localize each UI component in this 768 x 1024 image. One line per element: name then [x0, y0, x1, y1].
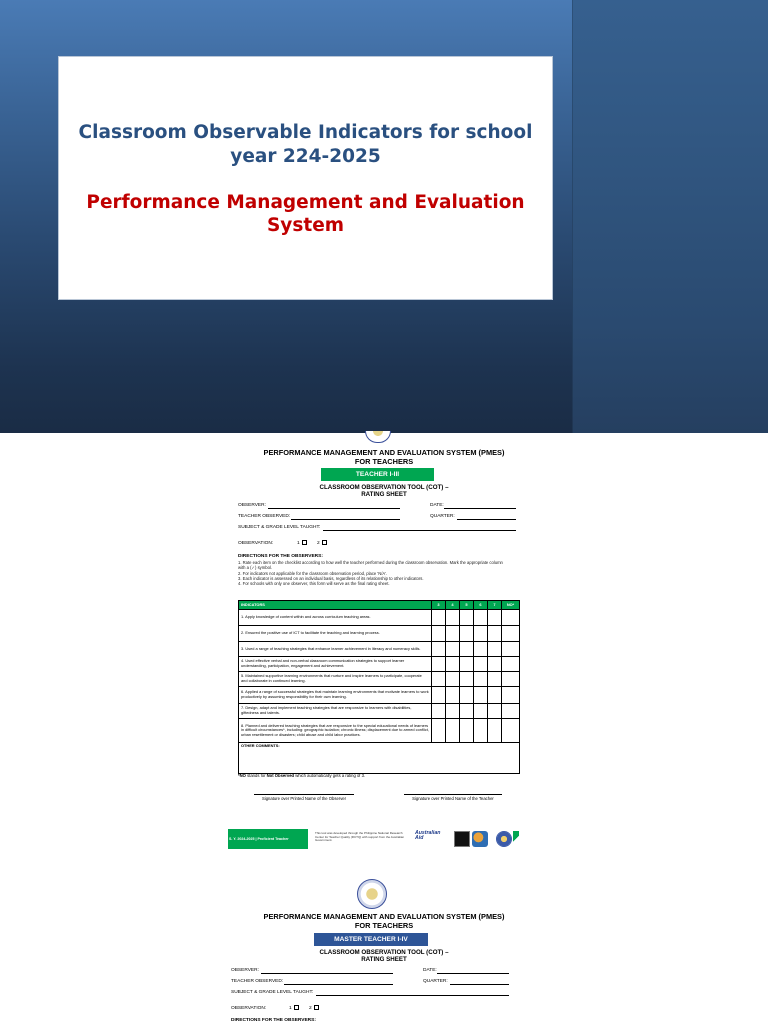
date-label: DATE:: [423, 968, 437, 973]
directions-title: DIRECTIONS FOR THE OBSERVERS:: [231, 1018, 316, 1023]
indicator-cell: 8. Planned and delivered teaching strategies that are responsive to the special educational needs of learners in difficult circumstances*, including: geographic isolation; chronic illness; displacement due to armed conflict, urban resettlement or disasters; child abuse and child labor practices.: [239, 719, 432, 743]
score-cell[interactable]: [474, 687, 488, 704]
checkbox-icon[interactable]: [294, 1005, 299, 1010]
checkbox-icon[interactable]: [322, 540, 327, 545]
teacher-signature-line[interactable]: Signature over Printed Name of the Teacher: [404, 794, 502, 801]
checkbox-icon[interactable]: [302, 540, 307, 545]
table-row: [239, 687, 520, 704]
score-cell[interactable]: [502, 687, 520, 704]
indicator-cell: 6. Applied a range of successful strategies that maintain learning environments that motivate learners to work productively by assuming responsibility for their own learning.: [239, 687, 432, 704]
score-cell[interactable]: [460, 719, 474, 743]
table-row: [239, 642, 520, 657]
column-header: 5: [460, 601, 474, 610]
column-header: 4: [446, 601, 460, 610]
header-line-2: FOR TEACHERS: [354, 921, 414, 930]
deped-seal-icon: [357, 879, 387, 909]
score-cell[interactable]: [432, 672, 446, 687]
direction-item: 1. Rate each item on the checklist according to how well the teacher performed during the classroom observation. Mark the appropriate column with a (✓) symbol.: [238, 560, 503, 570]
observer-label: OBSERVER:: [231, 968, 259, 973]
score-cell[interactable]: [446, 687, 460, 704]
leaf-logo-icon: [513, 831, 519, 847]
score-cell[interactable]: [460, 704, 474, 719]
direction-item: 2. For indicators not applicable for the classroom observation period, place 'N/A'.: [238, 571, 388, 576]
score-cell[interactable]: [460, 642, 474, 657]
tool-title: [0, 484, 768, 498]
score-cell[interactable]: [474, 642, 488, 657]
score-cell[interactable]: [432, 719, 446, 743]
column-header: 3: [432, 601, 446, 610]
deped-seal-icon: [365, 431, 391, 443]
column-header: NO*: [502, 601, 520, 610]
score-cell[interactable]: [446, 657, 460, 672]
no-footnote-mid: stands for: [245, 773, 267, 778]
score-cell[interactable]: [502, 657, 520, 672]
observer-field[interactable]: [261, 973, 393, 974]
table-header-row: [239, 601, 520, 610]
slide-side-panel: [572, 0, 768, 433]
score-cell[interactable]: [474, 704, 488, 719]
score-cell[interactable]: [474, 610, 488, 626]
comments-row: [239, 743, 520, 774]
indicator-cell: 7. Design, adapt and implement teaching strategies that are responsive to learners with disabilities, giftedness and talents.: [239, 704, 432, 719]
score-cell[interactable]: [488, 626, 502, 642]
score-cell[interactable]: [446, 719, 460, 743]
table-row: [239, 610, 520, 626]
slide-title: Classroom Observable Indicators for school year 224-2025: [78, 122, 533, 167]
score-cell[interactable]: [432, 610, 446, 626]
table-row: [239, 657, 520, 672]
score-cell[interactable]: [502, 719, 520, 743]
score-cell[interactable]: [432, 626, 446, 642]
document-page-master-teacher: [0, 853, 768, 1024]
quarter-label: QUARTER:: [430, 514, 455, 519]
tool-title-line-2: RATING SHEET: [361, 491, 407, 498]
score-cell[interactable]: [432, 642, 446, 657]
teacher-observed-label: TEACHER OBSERVED:: [231, 979, 284, 984]
other-comments-cell[interactable]: [239, 743, 520, 774]
observation-option-2[interactable]: [317, 540, 327, 546]
option-2-label: 2: [317, 540, 320, 546]
observer-field[interactable]: [268, 508, 400, 509]
score-cell[interactable]: [460, 626, 474, 642]
tool-title-line-2: RATING SHEET: [361, 956, 407, 963]
directions-title: DIRECTIONS FOR THE OBSERVERS:: [238, 554, 323, 559]
slide-subtitle: Performance Management and Evaluation System: [86, 192, 525, 236]
quarter-field[interactable]: [450, 984, 509, 985]
direction-item: 4. For schools with only one observer, this form will serve as the final rating sheet.: [238, 581, 390, 586]
score-cell[interactable]: [502, 642, 520, 657]
indicator-cell: 1. Apply knowledge of content within and across curriculum teaching areas.: [239, 610, 432, 626]
date-field[interactable]: [444, 508, 516, 509]
score-cell[interactable]: [488, 704, 502, 719]
observation-label: OBSERVATION:: [231, 1006, 267, 1011]
subject-label: SUBJECT & GRADE LEVEL TAUGHT:: [238, 525, 321, 530]
score-cell[interactable]: [446, 672, 460, 687]
teacher-observed-label: TEACHER OBSERVED:: [238, 514, 291, 519]
subject-field[interactable]: [316, 995, 509, 996]
position-badge: TEACHER I-III: [321, 468, 434, 481]
score-cell[interactable]: [488, 642, 502, 657]
table-row: [239, 672, 520, 687]
position-badge: MASTER TEACHER I-IV: [314, 933, 428, 946]
quarter-label: QUARTER:: [423, 979, 448, 984]
subject-label: SUBJECT & GRADE LEVEL TAUGHT:: [231, 990, 314, 995]
tool-title: [0, 949, 768, 963]
table-row: [239, 704, 520, 719]
header-line-1: PERFORMANCE MANAGEMENT AND EVALUATION SYSTEM (PMES): [263, 448, 505, 457]
score-cell[interactable]: [488, 687, 502, 704]
checkbox-icon[interactable]: [314, 1005, 319, 1010]
indicator-cell: 4. Used effective verbal and non-verbal classroom communication strategies to support learner understanding, participation, engagement and achievement.: [239, 657, 432, 672]
score-cell[interactable]: [488, 719, 502, 743]
quarter-field[interactable]: [457, 519, 516, 520]
score-cell[interactable]: [502, 672, 520, 687]
score-cell[interactable]: [460, 672, 474, 687]
option-1-label: 1: [297, 540, 300, 546]
indicator-cell: 2. Ensured the positive use of ICT to facilitate the teaching and learning process.: [239, 626, 432, 642]
score-cell[interactable]: [446, 704, 460, 719]
score-cell[interactable]: [446, 626, 460, 642]
score-cell[interactable]: [446, 642, 460, 657]
other-comments-label: OTHER COMMENTS:: [241, 743, 280, 748]
no-footnote: [238, 773, 365, 778]
direction-item: 3. Each indicator is assessed on an individual basis, regardless of its relationship to other indicators.: [238, 576, 424, 581]
score-cell[interactable]: [446, 610, 460, 626]
score-cell[interactable]: [502, 626, 520, 642]
rctq-logo-icon: [454, 831, 470, 847]
header-line-2: FOR TEACHERS: [354, 457, 414, 466]
presentation-slide: [0, 0, 768, 433]
observer-signature-line[interactable]: Signature over Printed Name of the Observer: [254, 794, 354, 801]
table-row: [239, 626, 520, 642]
title-card: [58, 56, 553, 300]
column-header: 7: [488, 601, 502, 610]
tool-title-line-1: CLASSROOM OBSERVATION TOOL (COT) –: [319, 949, 449, 956]
score-cell[interactable]: [432, 687, 446, 704]
date-label: DATE:: [430, 503, 444, 508]
observation-label: OBSERVATION:: [238, 541, 274, 546]
score-cell[interactable]: [460, 610, 474, 626]
no-footnote-suffix: which automatically gets a rating of 3.: [294, 773, 366, 778]
score-cell[interactable]: [432, 657, 446, 672]
footer-note: This tool was developed through the Philippine National Research Center for Teacher Quality (RCTQ) with support from the Australian Government.: [315, 831, 405, 843]
document-page-teacher: [0, 433, 768, 853]
observer-label: OBSERVER:: [238, 503, 266, 508]
teacher-observed-field[interactable]: [284, 984, 393, 985]
australia-map-icon: [472, 831, 488, 847]
subject-field[interactable]: [323, 530, 516, 531]
observation-option-1[interactable]: [297, 540, 307, 546]
no-footnote-bold: Not Observed: [266, 773, 295, 778]
score-cell[interactable]: [474, 672, 488, 687]
column-header: 6: [474, 601, 488, 610]
header-line-1: PERFORMANCE MANAGEMENT AND EVALUATION SYSTEM (PMES): [263, 912, 505, 921]
rating-table: [238, 600, 520, 774]
score-cell[interactable]: [502, 610, 520, 626]
score-cell[interactable]: [488, 672, 502, 687]
score-cell[interactable]: [432, 704, 446, 719]
tool-title-line-1: CLASSROOM OBSERVATION TOOL (COT) –: [319, 484, 449, 491]
observation-option-2[interactable]: [309, 1005, 319, 1011]
page-header: [0, 448, 768, 466]
score-cell[interactable]: [474, 626, 488, 642]
table-row: [239, 719, 520, 743]
column-header: INDICATORS: [239, 601, 432, 610]
slide-divider: [572, 0, 573, 433]
no-footnote-prefix: *NO: [238, 773, 246, 778]
score-cell[interactable]: [460, 687, 474, 704]
score-cell[interactable]: [474, 719, 488, 743]
australian-aid-logo: Australian Aid: [415, 830, 441, 842]
score-cell[interactable]: [460, 657, 474, 672]
indicator-cell: 3. Used a range of teaching strategies that enhance learner achievement in literacy and numeracy skills.: [239, 642, 432, 657]
option-1-label: 1: [289, 1005, 292, 1011]
date-field[interactable]: [437, 973, 509, 974]
score-cell[interactable]: [474, 657, 488, 672]
option-2-label: 2: [309, 1005, 312, 1011]
observation-option-1[interactable]: [289, 1005, 299, 1011]
score-cell[interactable]: [488, 657, 502, 672]
score-cell[interactable]: [488, 610, 502, 626]
page-header: [0, 912, 768, 930]
teacher-observed-field[interactable]: [291, 519, 400, 520]
deped-logo-icon: [496, 831, 512, 847]
score-cell[interactable]: [502, 704, 520, 719]
footer-label: S. Y. 2024-2025 | Proficient Teacher: [228, 829, 308, 849]
indicator-cell: 5. Maintained supportive learning environments that nurture and inspire learners to participate, cooperate and collaborate in continued learning.: [239, 672, 432, 687]
